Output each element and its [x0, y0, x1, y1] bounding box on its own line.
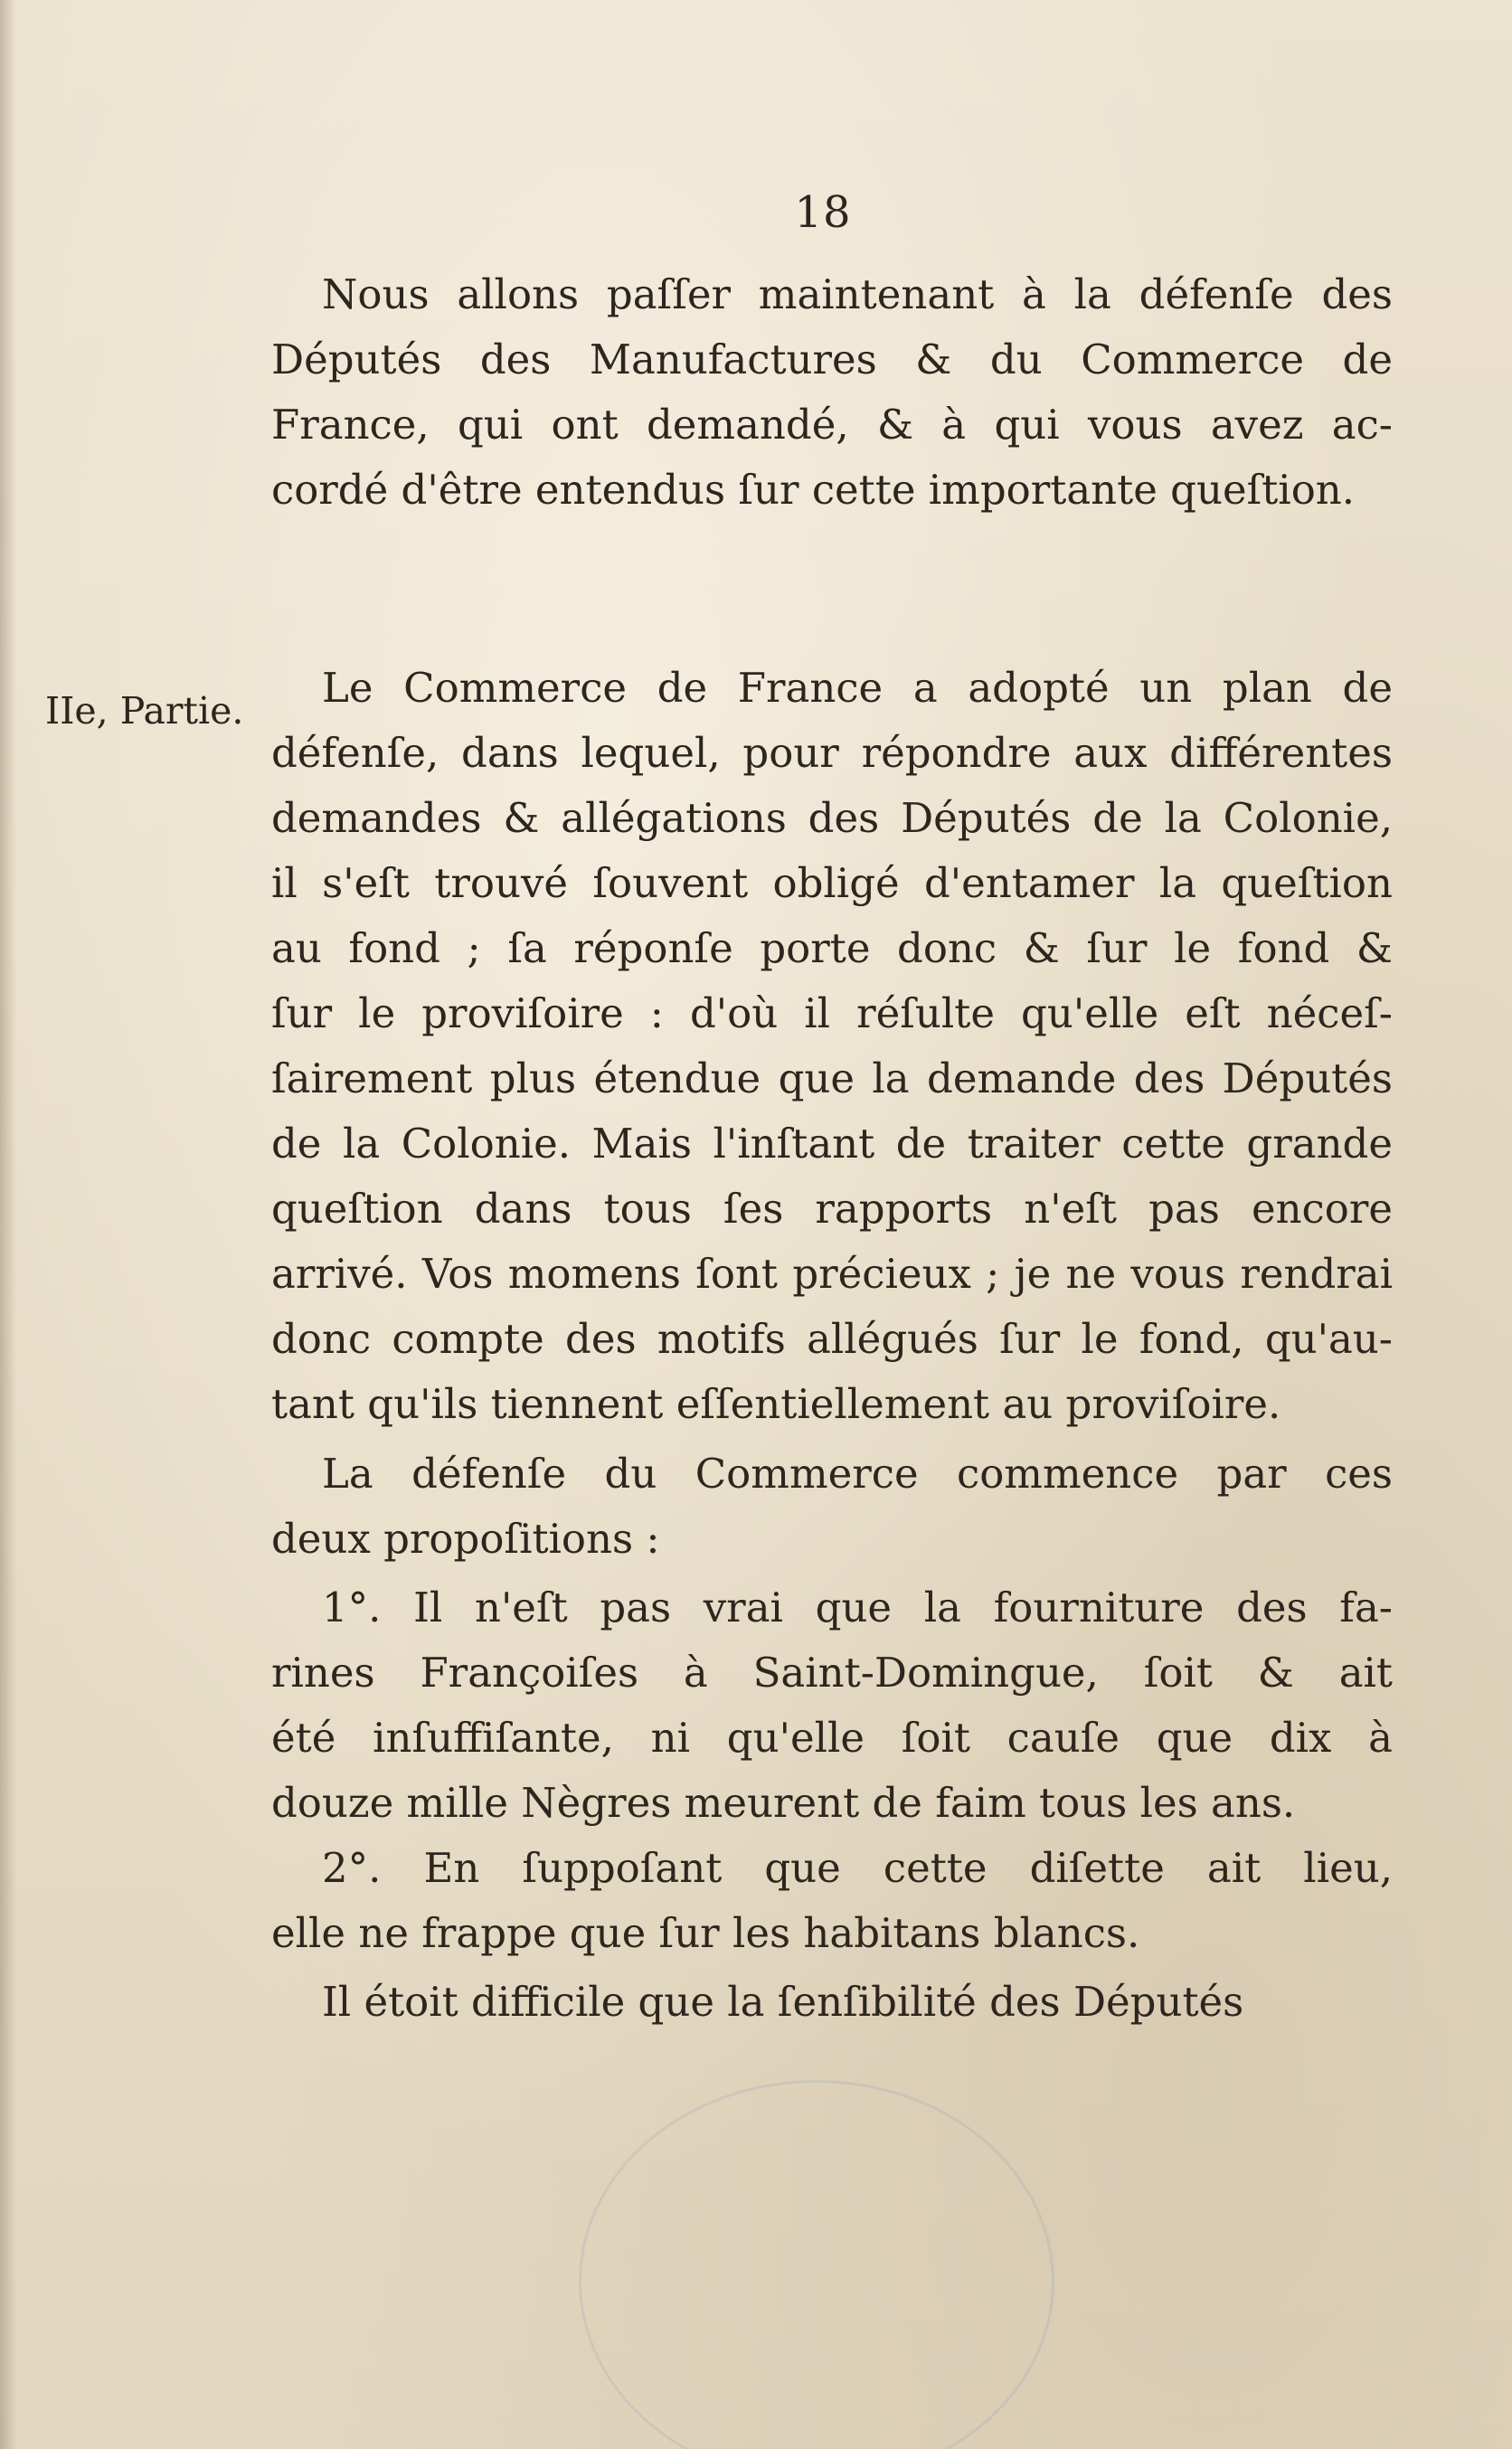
text-line: défenſe, dans lequel, pour répondre aux différentes	[271, 729, 1393, 777]
text-line: queſtion dans tous ſes rapports n'eſt pas encore	[271, 1185, 1393, 1233]
page-number: 18	[794, 187, 852, 238]
text-line: 1°. Il n'eſt pas vrai que la fourniture des fa-	[322, 1584, 1393, 1631]
text-line: 2°. En ſuppoſant que cette diſette ait lieu,	[322, 1844, 1393, 1892]
text-line: tant qu'ils tiennent eſſentiellement au proviſoire.	[271, 1380, 1281, 1428]
text-line: demandes & allégations des Députés de la Colonie,	[271, 794, 1393, 842]
page-fold-shadow	[0, 0, 16, 2449]
text-line: cordé d'être entendus ſur cette importante queſtion.	[271, 466, 1356, 514]
text-line: deux propoſitions :	[271, 1515, 660, 1563]
text-line: ſur le proviſoire : d'où il réſulte qu'elle eſt néceſ-	[271, 989, 1393, 1037]
margin-note: IIe, Partie.	[45, 689, 244, 733]
text-line: au fond ; ſa réponſe porte donc & ſur le fond &	[271, 924, 1393, 972]
text-line: Le Commerce de France a adopté un plan de	[322, 664, 1393, 712]
text-line: été inſuffiſante, ni qu'elle ſoit cauſe que dix à	[271, 1714, 1393, 1762]
text-line: Il étoit difficile que la ſenſibilité des Députés	[322, 1978, 1244, 2026]
text-line: ſairement plus étendue que la demande des Députés	[271, 1054, 1393, 1102]
text-line: Nous allons paſſer maintenant à la défenſe des	[322, 270, 1393, 318]
text-line: La défenſe du Commerce commence par ces	[322, 1450, 1393, 1498]
text-line: rines Françoiſes à Saint-Domingue, ſoit & ait	[271, 1649, 1393, 1697]
text-line: de la Colonie. Mais l'inſtant de traiter cette grande	[271, 1120, 1393, 1168]
text-line: elle ne frappe que ſur les habitans blancs.	[271, 1909, 1140, 1957]
library-stamp	[579, 2080, 1054, 2449]
text-line: donc compte des motifs allégués ſur le fond, qu'au-	[271, 1315, 1393, 1363]
text-line: douze mille Nègres meurent de faim tous les ans.	[271, 1779, 1296, 1827]
text-line: il s'eſt trouvé ſouvent obligé d'entamer la queſtion	[271, 859, 1393, 907]
text-line: Députés des Manufactures & du Commerce de	[271, 336, 1393, 383]
text-line: arrivé. Vos momens ſont précieux ; je ne vous rendrai	[271, 1250, 1393, 1298]
text-line: France, qui ont demandé, & à qui vous avez ac-	[271, 401, 1393, 449]
